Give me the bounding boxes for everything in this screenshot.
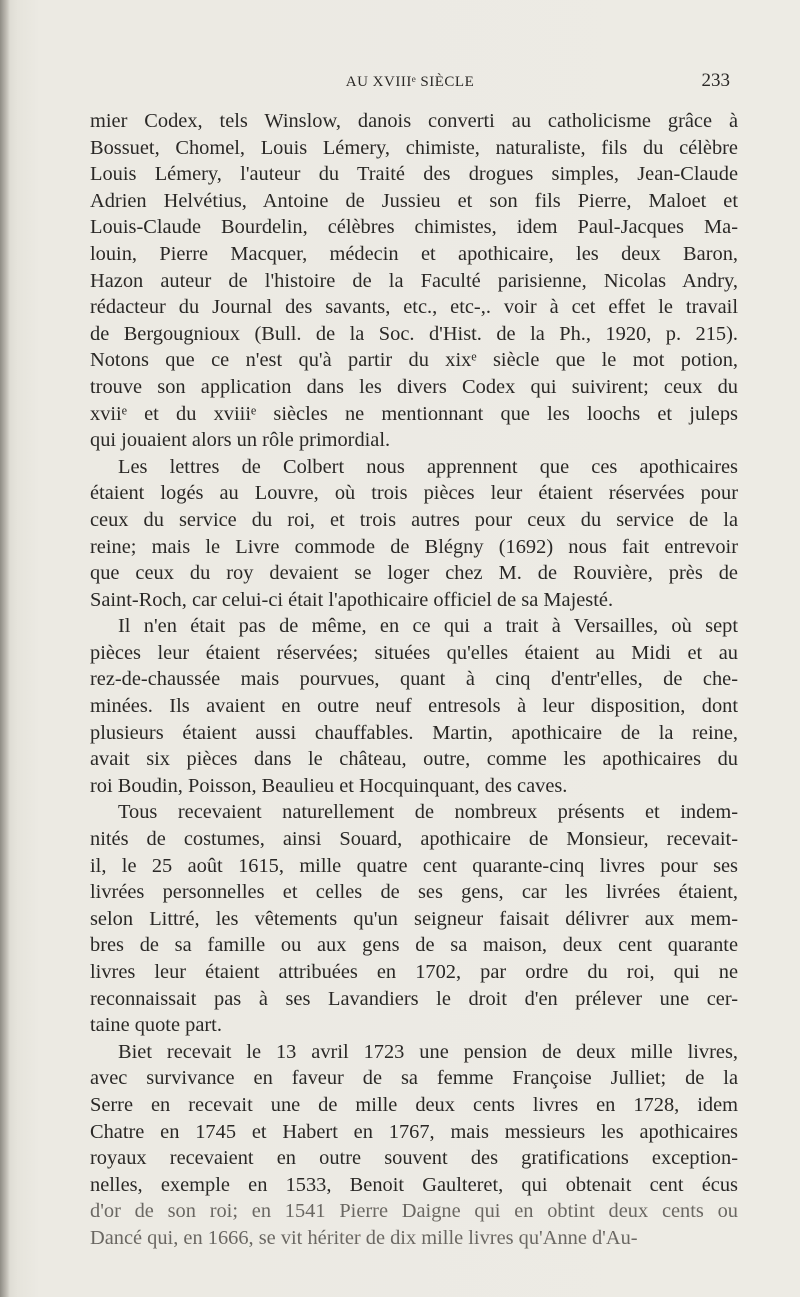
text-line: royaux recevaient en outre souvent des gratifications exception-	[90, 1147, 738, 1170]
text-line: roi Boudin, Poisson, Beaulieu et Hocquinquant, des caves.	[90, 774, 568, 797]
text-line: qui jouaient alors un rôle primordial.	[90, 429, 391, 452]
text-line: taine quote part.	[90, 1014, 222, 1037]
text-line: livres leur étaient attribuées en 1702, par ordre du roi, qui ne	[90, 961, 738, 983]
text-line: Adrien Helvétius, Antoine de Jussieu et son fils Pierre, Maloet et	[90, 189, 738, 212]
page-header	[90, 70, 730, 94]
text-line: xviiᵉ et du xviiiᵉ siècles ne mentionnant que les loochs et juleps	[90, 402, 738, 425]
text-line: Chatre en 1745 et Habert en 1767, mais messieurs les apothicaires	[90, 1120, 738, 1143]
text-line: Bossuet, Chomel, Louis Lémery, chimiste, naturaliste, fils du célèbre	[90, 136, 738, 159]
text-line: Louis Lémery, l'auteur du Traité des drogues simples, Jean-Claude	[90, 163, 738, 186]
text-line: reine; mais le Livre commode de Blégny (1692) nous fait entrevoir	[90, 535, 738, 558]
text-line: rédacteur du Journal des savants, etc., etc-,. voir à cet effet le travail	[90, 296, 738, 319]
body-text	[90, 108, 738, 1252]
text-line: ceux du service du roi, et trois autres pour ceux du service de la	[90, 508, 738, 531]
text-line: d'or de son roi; en 1541 Pierre Daigne qui en obtint deux cents ou	[90, 1200, 738, 1223]
text-line: que ceux du roy devaient se loger chez M. de Rouvière, près de	[90, 562, 738, 585]
text-line: avec survivance en faveur de sa femme Françoise Julliet; de la	[90, 1067, 738, 1090]
text-line: louin, Pierre Macquer, médecin et apothicaire, les deux Baron,	[90, 242, 738, 265]
text-line: de Bergougnioux (Bull. de la Soc. d'Hist. de la Ph., 1920, p. 215).	[90, 322, 738, 345]
paragraph-start-line: Les lettres de Colbert nous apprennent que ces apothicaires	[118, 455, 738, 478]
text-line: Hazon auteur de l'histoire de la Faculté parisienne, Nicolas Andry,	[90, 269, 738, 292]
text-line: bres de sa famille ou aux gens de sa maison, deux cent quarante	[90, 934, 738, 957]
text-line: trouve son application dans les divers Codex qui suivirent; ceux du	[90, 375, 738, 398]
paragraph-start-line: Biet recevait le 13 avril 1723 une pension de deux mille livres,	[118, 1040, 738, 1063]
paragraph-start-line: Tous recevaient naturellement de nombreux présents et indem-	[118, 801, 738, 824]
text-line: Saint-Roch, car celui-ci était l'apothicaire officiel de sa Majesté.	[90, 588, 614, 611]
page-number: 233	[701, 70, 730, 91]
text-line: livrées personnelles et celles de ses gens, car les livrées étaient,	[90, 881, 738, 904]
text-line: Notons que ce n'est qu'à partir du xixᵉ siècle que le mot potion,	[90, 349, 738, 372]
text-line: mier Codex, tels Winslow, danois converti au catholicisme grâce à	[90, 110, 738, 132]
text-line: reconnaissait pas à ses Lavandiers le droit d'en prélever une cer-	[90, 987, 738, 1010]
text-line: nelles, exemple en 1533, Benoit Gaulteret, qui obtenait cent écus	[90, 1173, 738, 1196]
text-line: minées. Ils avaient en outre neuf entresols à leur disposition, dont	[90, 695, 738, 718]
text-line: étaient logés au Louvre, où trois pièces leur étaient réservées pour	[90, 482, 738, 505]
text-line: rez-de-chaussée mais pourvues, quant à cinq d'entr'elles, de che-	[90, 668, 738, 691]
text-line: selon Littré, les vêtements qu'un seigneur faisait délivrer aux mem-	[90, 907, 738, 930]
text-line: avait six pièces dans le château, outre, comme les apothicaires du	[90, 748, 738, 771]
text-line: Serre en recevait une de mille deux cents livres en 1728, idem	[90, 1093, 738, 1116]
text-line: pièces leur étaient réservées; situées qu'elles étaient au Midi et au	[90, 641, 738, 664]
text-line: Louis-Claude Bourdelin, célèbres chimistes, idem Paul-Jacques Ma-	[90, 216, 738, 239]
running-title: AU XVIIIᵉ SIÈCLE	[345, 74, 475, 90]
paragraph-start-line: Il n'en était pas de même, en ce qui a trait à Versailles, où sept	[118, 615, 738, 638]
text-line: plusieurs étaient aussi chauffables. Martin, apothicaire de la reine,	[90, 721, 738, 744]
text-line: Dancé qui, en 1666, se vit hériter de dix mille livres qu'Anne d'Au-	[90, 1226, 638, 1249]
text-line: nités de costumes, ainsi Souard, apothicaire de Monsieur, recevait-	[90, 828, 738, 851]
text-line: il, le 25 août 1615, mille quatre cent quarante-cinq livres pour ses	[90, 854, 738, 877]
binding-gutter	[0, 0, 10, 1297]
